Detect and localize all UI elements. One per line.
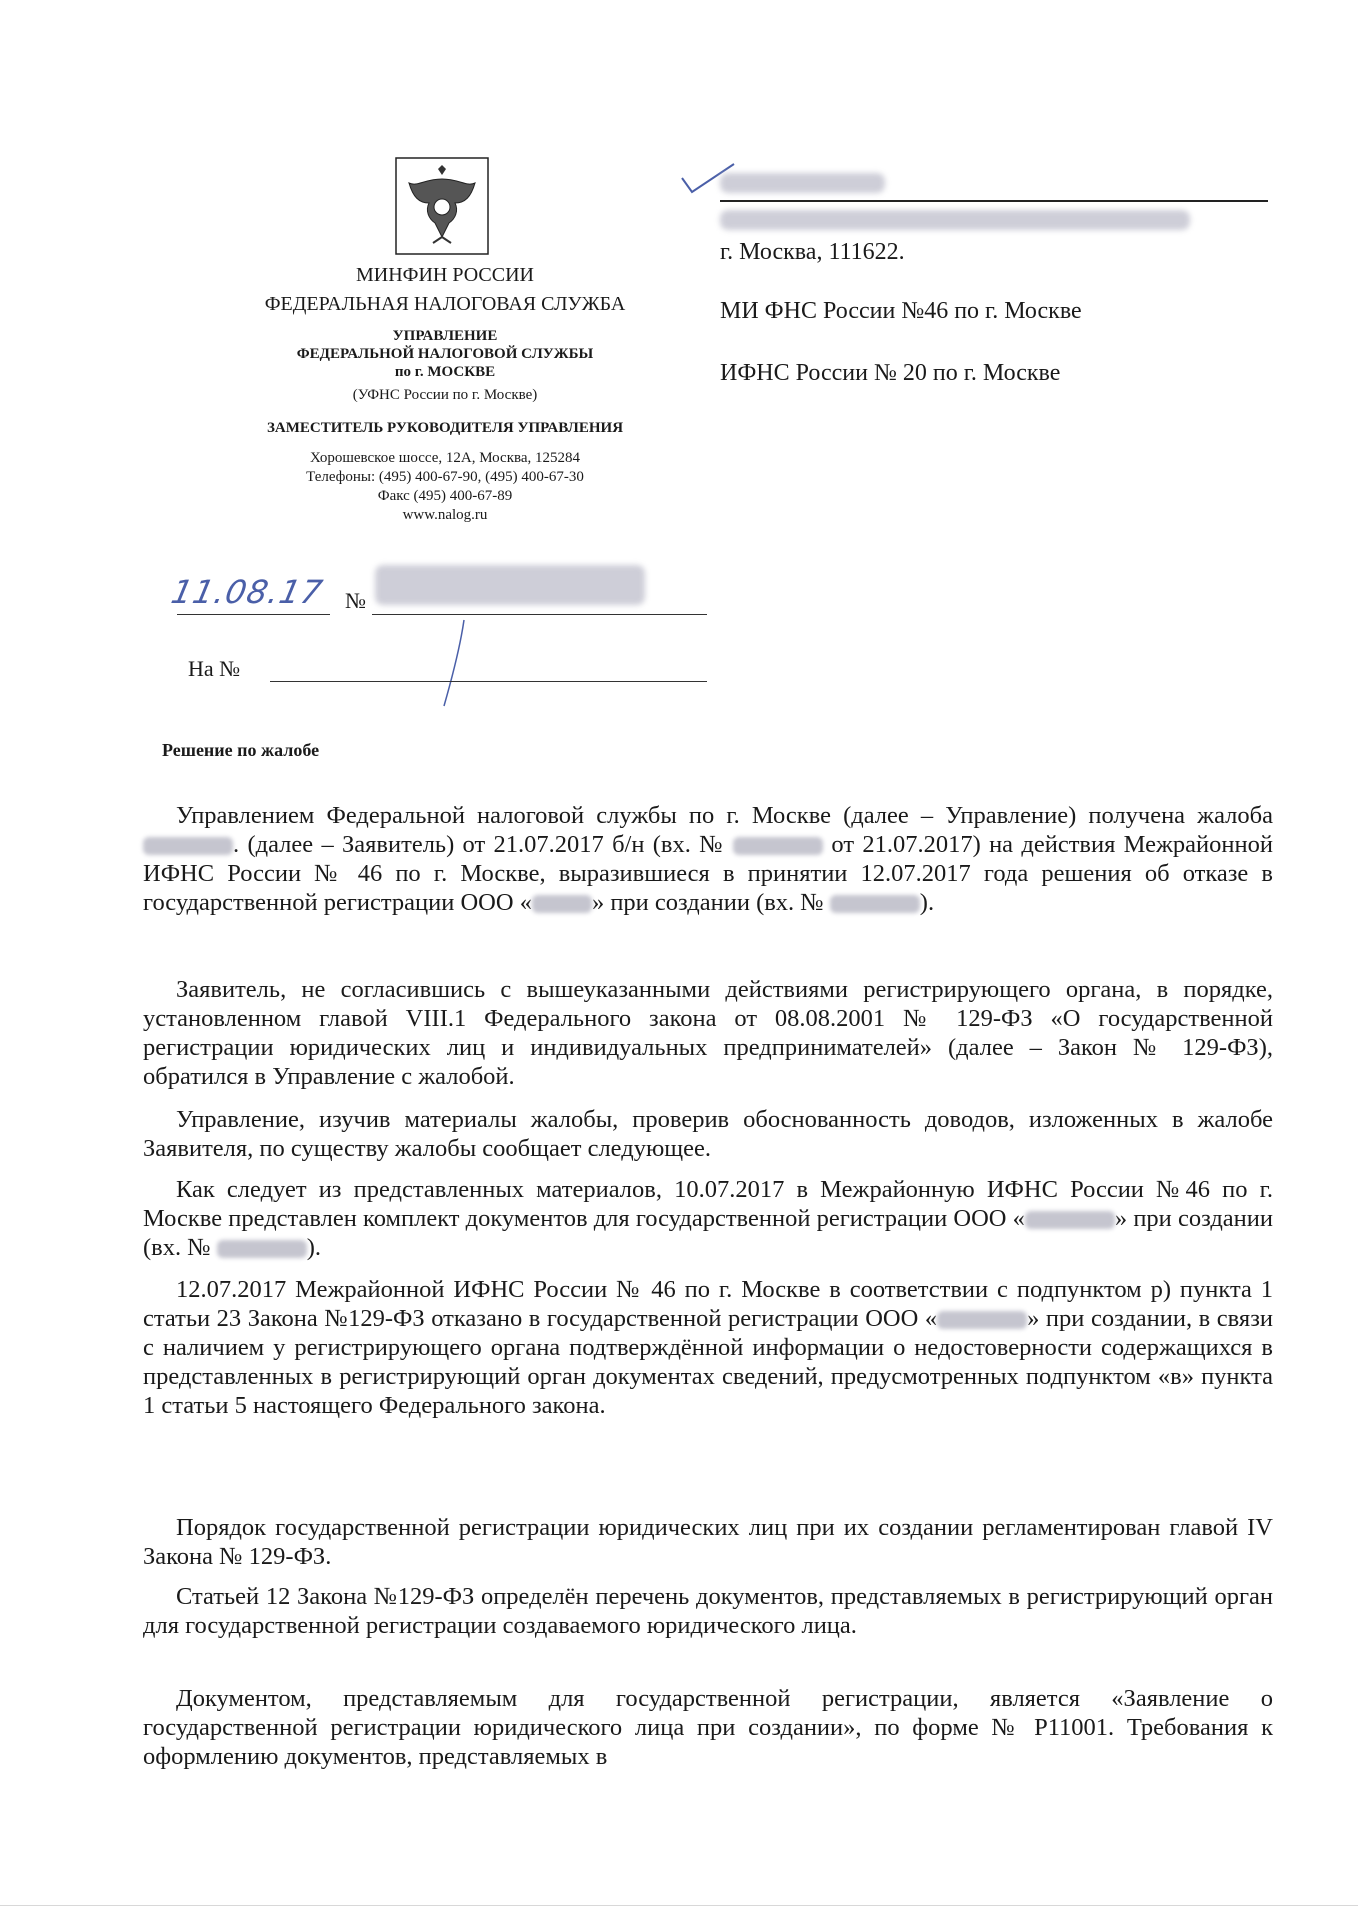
department-name: УПРАВЛЕНИЕ ФЕДЕРАЛЬНОЙ НАЛОГОВОЙ СЛУЖБЫ по г. МОСКВЕ (296, 328, 594, 380)
redacted-incoming-number-2 (830, 895, 920, 913)
number-label: № (345, 588, 366, 613)
handwritten-date: 11.08.17 (167, 573, 327, 611)
body-paragraph-7: Статьей 12 Закона №129-ФЗ определён перечень документов, представляемых в регистрирующий орган для государственной регистрации создаваемого юридического лица. (143, 1583, 1273, 1639)
body-paragraph-3: Управление, изучив материалы жалобы, проверив обоснованность доводов, изложенных в жалобе Заявителя, по существу жалобы сообщает следующее. (143, 1106, 1273, 1162)
redacted-incoming-number-3 (217, 1240, 307, 1258)
body-paragraph-6: Порядок государственной регистрации юридических лиц при их создании регламентирован главой IV Закона № 129-ФЗ. (143, 1514, 1273, 1570)
redacted-incoming-number (733, 837, 823, 855)
reply-to-underline (270, 681, 707, 682)
copy-recipient-2: ИФНС России № 20 по г. Москве (720, 360, 1061, 386)
department-abbr: (УФНС России по г. Москве) (352, 387, 538, 403)
contact-address: Хорошевское шоссе, 12А, Москва, 125284 Телефоны: (495) 400-67-90, (495) 400-67-30 Факс (495) 400-67-89 www.nalog.ru (306, 450, 584, 523)
redacted-recipient-name (720, 173, 885, 193)
coat-of-arms-icon (395, 157, 489, 255)
date-underline (177, 614, 330, 615)
reply-to-label: На № (188, 656, 241, 681)
recipient-city: г. Москва, 111622. (720, 239, 905, 265)
redacted-outgoing-number (375, 565, 645, 605)
recipient-underline (720, 200, 1268, 202)
number-underline (372, 614, 707, 615)
redacted-company-name-2 (1025, 1211, 1115, 1229)
ministry-name: МИНФИН РОССИИ (356, 264, 534, 286)
page-edge (0, 1905, 1358, 1906)
redacted-company-name (532, 895, 592, 913)
copy-recipient-1: МИ ФНС России №46 по г. Москве (720, 298, 1082, 324)
redacted-company-name-3 (937, 1311, 1027, 1329)
body-paragraph-8: Документом, представляемым для государственной регистрации, является «Заявление о государственной регистрации юридического лица при создании», по форме № Р11001. Требования к оформлению документов, представляемых в (143, 1685, 1273, 1770)
redacted-recipient-address (720, 210, 1190, 230)
body-paragraph-4: Как следует из представленных материалов, 10.07.2017 в Межрайонную ИФНС России №46 по г. Москве представлен комплект документов для государственной регистрации ООО « » при создании (вх. № ). (143, 1176, 1273, 1261)
redacted-applicant (143, 837, 233, 855)
document-title: Решение по жалобе (162, 740, 320, 760)
body-paragraph-2: Заявитель, не согласившись с вышеуказанными действиями регистрирующего органа, в порядке, установленном главой VIII.1 Федерального закона от 08.08.2001 № 129-ФЗ «О государственной регистрации юридических лиц и индивидуальных предпринимателей» (далее – Закон № 129-ФЗ), обратился в Управление с жалобой. (143, 976, 1273, 1090)
pen-stroke-icon (430, 618, 470, 708)
body-paragraph-1: Управлением Федеральной налоговой службы по г. Москве (далее – Управление) получена жалоба . (далее – Заявитель) от 21.07.2017 б/н (вх. № от 21.07.2017) на действия Межрайонной ИФНС России № 46 по г. Москве, выразившиеся в принятии 12.07.2017 года решения об отказе в государственной регистрации ООО « » при создании (вх. № ). (143, 802, 1273, 916)
service-name: ФЕДЕРАЛЬНАЯ НАЛОГОВАЯ СЛУЖБА (264, 293, 626, 315)
position-title: ЗАМЕСТИТЕЛЬ РУКОВОДИТЕЛЯ УПРАВЛЕНИЯ (266, 420, 624, 436)
body-paragraph-5: 12.07.2017 Межрайонной ИФНС России № 46 по г. Москве в соответствии с подпунктом р) пункта 1 статьи 23 Закона №129-ФЗ отказано в государственной регистрации ООО « » при создании, в связи с наличием у регистрирующего органа подтверждённой информации о недостоверности содержащихся в представленных в регистрирующий орган документах сведений, предусмотренных подпунктом «в» пункта 1 статьи 5 настоящего Федерального закона. (143, 1276, 1273, 1419)
